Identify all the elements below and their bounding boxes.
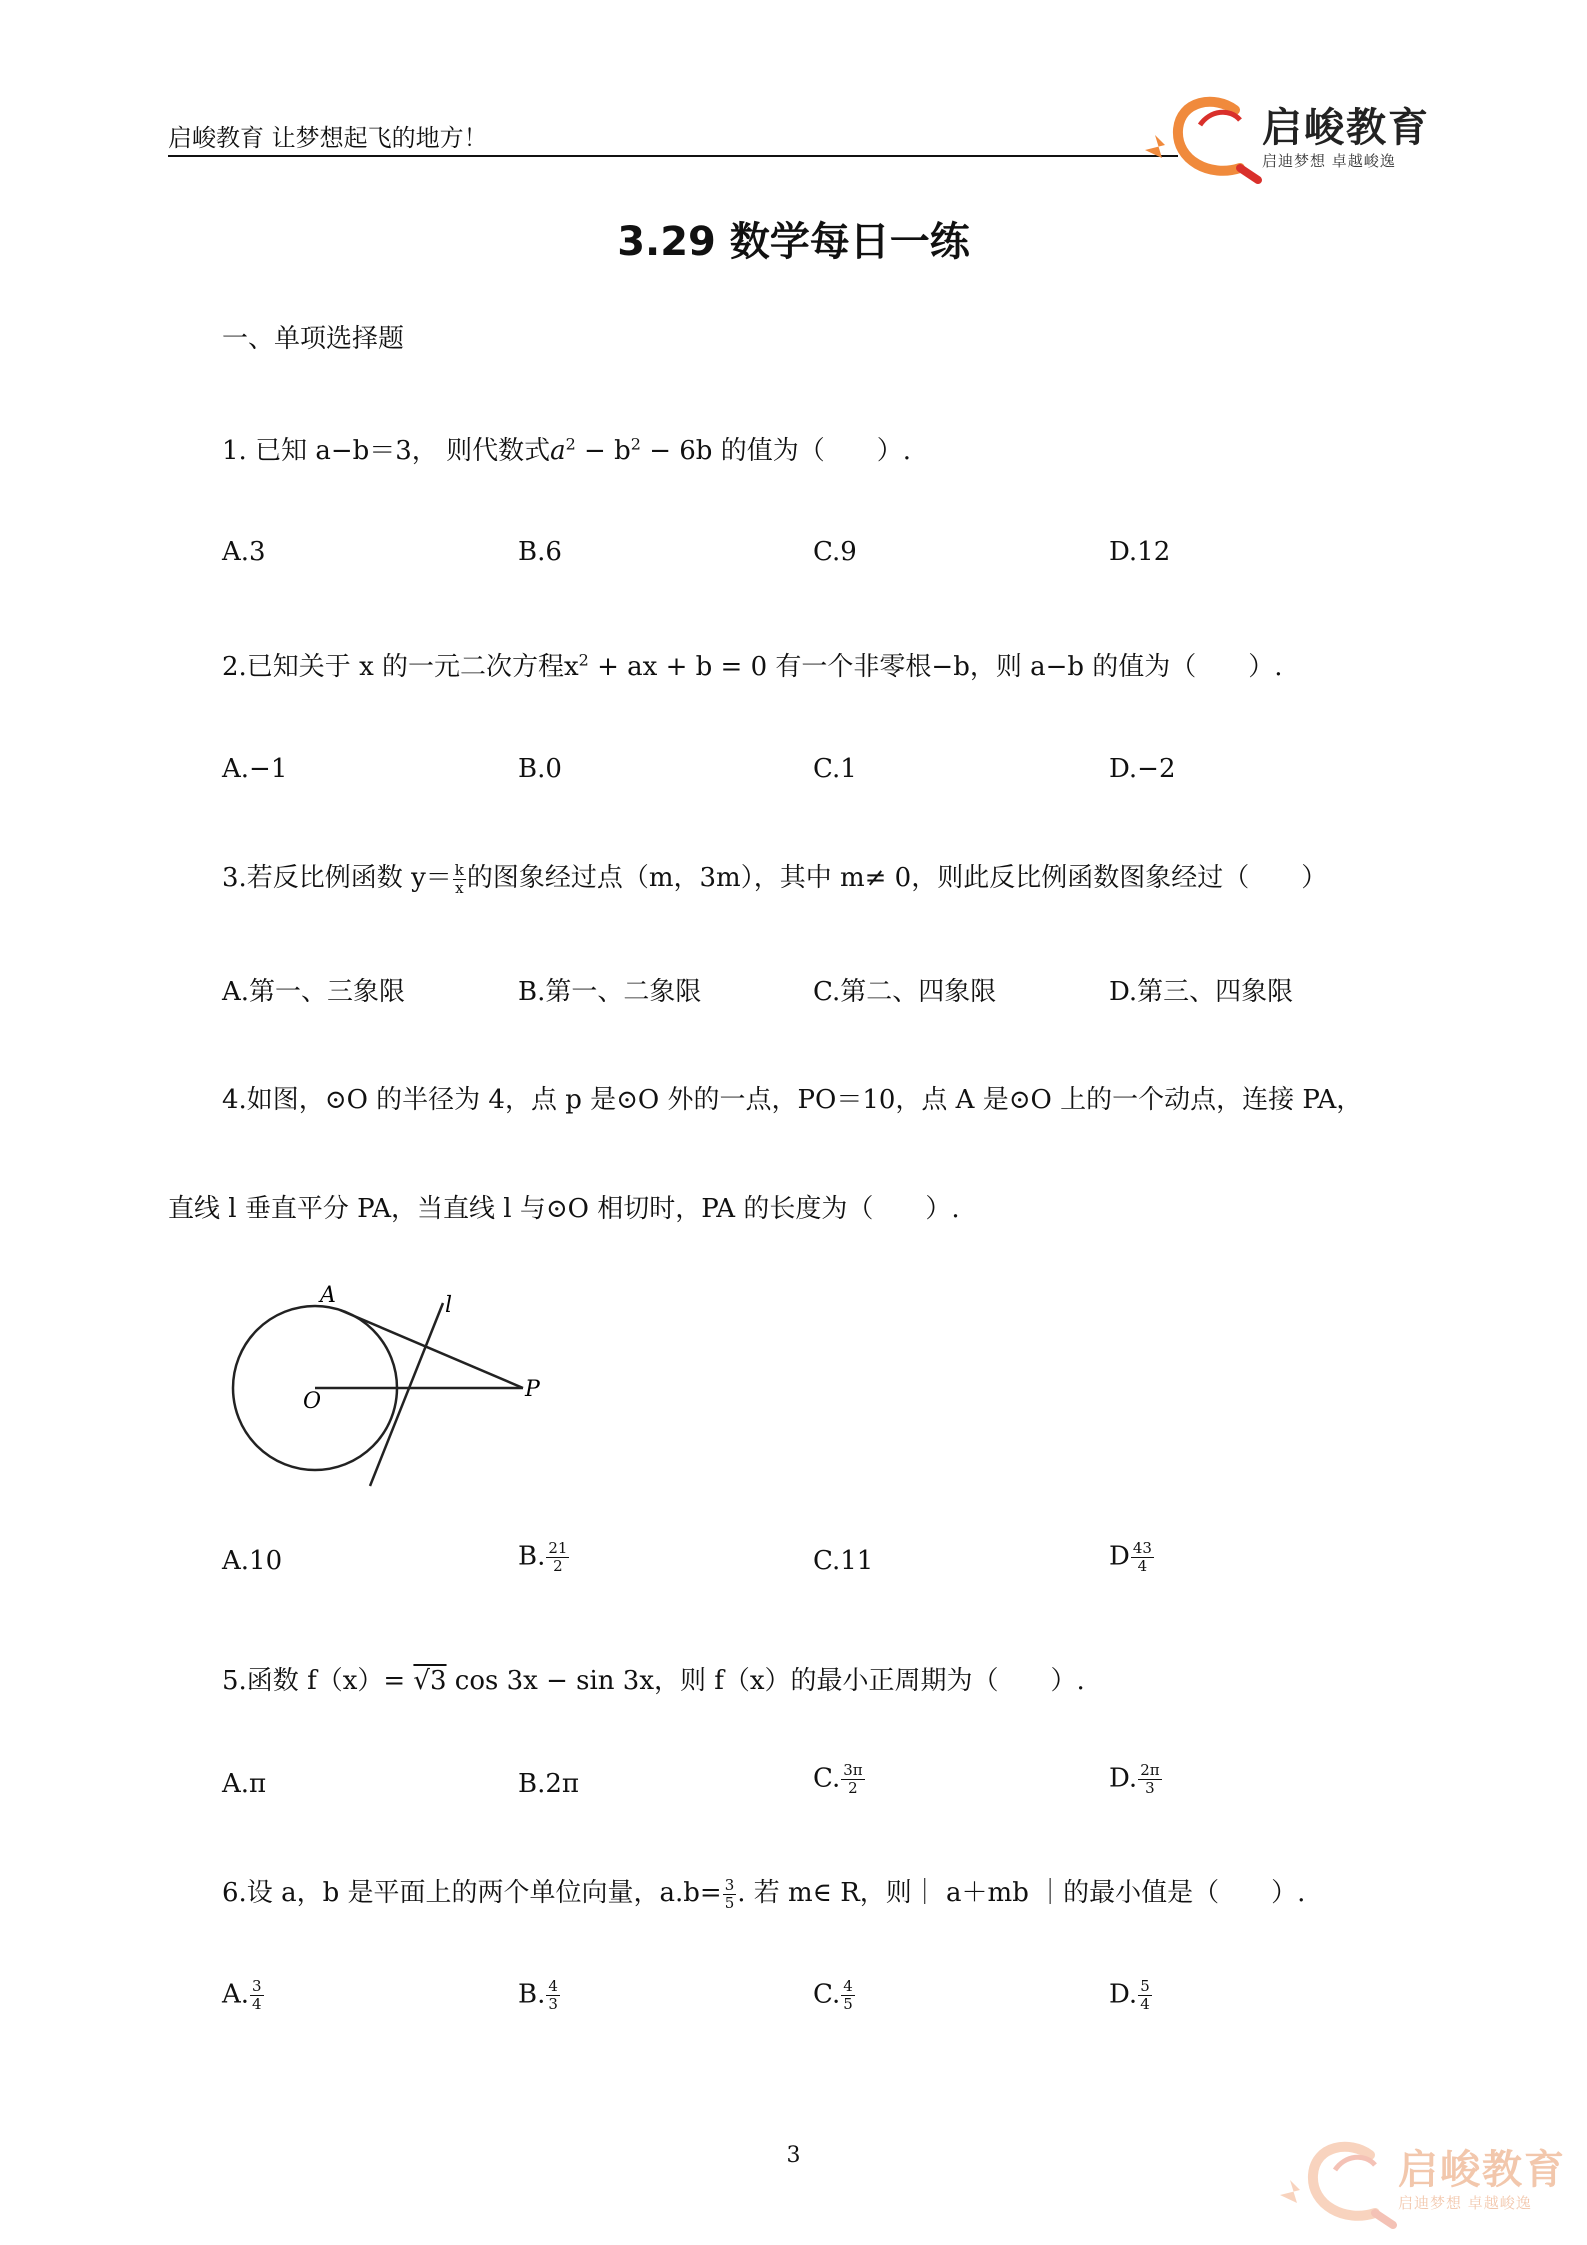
question-3-option-c: C.第二、四象限 [813, 977, 997, 1007]
logo-tagline: 启迪梦想 卓越峻逸 [1262, 152, 1396, 170]
label-l: l [445, 1293, 453, 1318]
question-6-option-c: C. $\frac{4}{5}$ [813, 1977, 853, 2013]
section-heading: 一、单项选择题 [222, 324, 405, 354]
question-2-option-c: C.1 [813, 754, 857, 784]
question-4-option-b: B. $\frac{21}{2}$ [518, 1539, 568, 1575]
question-1-option-b: B.6 [518, 537, 562, 567]
question-5-option-c: C. $\frac{3\pi}{2}$ [813, 1761, 863, 1797]
question-4-stem-line2: 直线 l 垂直平分 PA，当直线 l 与⊙O 相切时，PA 的长度为（ ）. [168, 1194, 960, 1224]
question-2-option-b: B.0 [518, 754, 562, 784]
question-3-stem: 3.若反比例函数 y＝ $\frac{k}{x}$ 的图象经过点（m，3m），其中 m≠ 0，则此反比例函数图象经过（ ） [222, 860, 1328, 897]
question-1-stem: 1. 已知 a−b＝3， 则代数式$a^2 - b^2 - 6b$ 的值为（ ）. [222, 434, 911, 466]
watermark-name: 启峻教育 [1398, 2147, 1566, 2193]
question-6-stem: 6.设 a，b 是平面上的两个单位向量，a.b= $\frac{3}{5}$ . 若 m∈ R，则｜ a＋mb ｜的最小值是（ ）. [222, 1875, 1306, 1912]
question-4-stem-line1: 4.如图，⊙O 的半径为 4，点 p 是⊙O 外的一点，PO＝10，点 A 是⊙O 上的一个动点，连接 PA， [222, 1085, 1363, 1115]
question-4-option-d: D $\frac{43}{4}$ [1109, 1539, 1152, 1575]
question-3-option-d: D.第三、四象限 [1109, 977, 1294, 1007]
question-2-stem: 2.已知关于 x 的一元二次方程$x^2$ + ax + b = 0 有一个非零根−b，则 a−b 的值为（ ）. [222, 650, 1283, 682]
question-5-option-d: D. $\frac{2\pi}{3}$ [1109, 1761, 1160, 1797]
line-l [370, 1303, 443, 1486]
label-p: P [525, 1377, 540, 1402]
question-1-option-c: C.9 [813, 537, 857, 567]
question-2-option-d: D.−2 [1109, 754, 1176, 784]
question-3-option-a: A.第一、三象限 [222, 977, 406, 1007]
question-1-option-d: D.12 [1109, 537, 1171, 567]
question-4-option-c: C.11 [813, 1546, 874, 1576]
label-o: O [303, 1389, 322, 1414]
question-2-option-a: A.−1 [222, 754, 288, 784]
question-6-option-b: B. $\frac{4}{3}$ [518, 1977, 558, 2013]
fraction-k-over-x: $\frac{k}{x}$ [454, 860, 464, 897]
page-number: 3 [786, 2143, 801, 2168]
segment-pa [340, 1310, 523, 1388]
question-5-stem: 5.函数 f（x）= √3 cos 3x − sin 3x，则 f（x）的最小正周期为（ ）. [222, 1666, 1085, 1696]
question-5-option-b: B.2π [518, 1769, 580, 1799]
question-5-option-a: A.π [222, 1769, 267, 1799]
question-1-option-a: A.3 [222, 537, 266, 567]
circle-tangent-figure [225, 1268, 565, 1498]
question-6-option-a: A. $\frac{3}{4}$ [222, 1977, 262, 2013]
question-3-option-b: B.第一、二象限 [518, 977, 702, 1007]
label-a: A [320, 1283, 336, 1308]
page-title: 3.29 数学每日一练 [617, 219, 970, 265]
question-4-option-a: A.10 [222, 1546, 283, 1576]
question-6-option-d: D. $\frac{5}{4}$ [1109, 1977, 1150, 2013]
logo-name: 启峻教育 [1262, 105, 1430, 151]
watermark-tagline: 启迪梦想 卓越峻逸 [1398, 2194, 1532, 2212]
header-divider [168, 155, 1178, 157]
header-slogan: 启峻教育 让梦想起飞的地方！ [168, 124, 488, 152]
